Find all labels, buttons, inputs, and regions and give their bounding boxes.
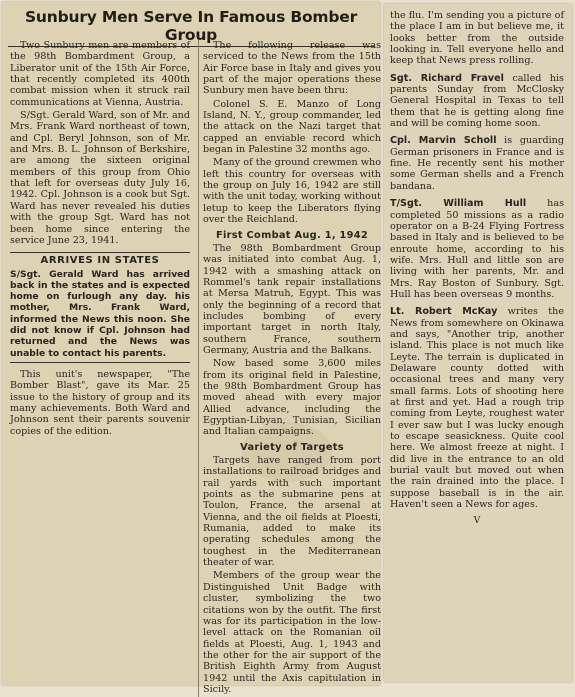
paragraph: Members of the group wear the Distinguished Unit Badge with cluster, symbolizing the two citations won by the outfit. The first was for its participation in the low-level attack on the Romanian oil fields at Ploesti, Aug. 1, 1943 and the other for the air support of the British Eighth Army from August 1942 until the Axis capitulation in Sicily. [203, 570, 381, 695]
item-text: is guarding German prisoners in France and is fine. He recently sent his mother some German shells and a French bandana. [390, 135, 564, 192]
subhead-variety: Variety of Targets [240, 441, 344, 453]
item-text: has completed 50 missions as a radio operator on a B-24 Flying Fortress based in Italy and is believed to be enroute home, according to his wife. Mrs. Hull and little son are living with her parents, Mr. and Mrs. Ray Boston of Sunbury. Sgt. Hull has been overseas 9 months. [390, 198, 564, 300]
paragraph: Targets have ranged from port installations to railroad bridges and rail yards with such important points as the submarine pens at Toulon, France, the arsenal at Vienna, and the oil fields at Ploesti, Rumania, added to make its operating schedules among the toughest in the Mediterranean theater of war. [203, 455, 381, 569]
news-item [390, 73, 564, 130]
subhead-first-combat: First Combat Aug. 1, 1942 [215, 229, 369, 241]
item-text: called his parents Sunday from McClosky General Hospital in Texas to tell them that he is getting along fine and will be coming home soon. [390, 72, 564, 130]
headline: Sunbury Men Serve In Famous Bomber Group [8, 2, 374, 47]
paragraph: Many of the ground crewmen who left this country for overseas with the group on July 16, 1942 are still with the unit today, working without letup to keep the Liberators flying over the Reichland. [203, 157, 381, 226]
end-mark: V [473, 516, 481, 527]
paragraph: S/Sgt. Gerald Ward, son of Mr. and Mrs. Frank Ward northeast of town, and Cpl. Beryl Johnson, son of Mr. and Mrs. B. L. Johnson of Berkshire, are among the sixteen original members of this group from Ohio that left for overseas duty July 16, 1942. Cpl. Johnson is a cook but Sgt. Ward has never revealed his duties with the group Sgt. Ward has not been home since entering the service June 23, 1941. [10, 110, 190, 246]
column-c [390, 10, 564, 528]
arrives-box [10, 252, 190, 363]
item-text: writes the News from somewhere on Okinawa and says, "Another trip, another island. This place is not much like Leyte. The terrain is duplicated in Delaware county dotted with occasional trees and many very small farms. Lots of shooting here at first and yet. Had a rough trip coming from Leyte, roughest water I ever saw but I was lucky enough to escape seasickness. Quite cool here. We almost freeze at night. I did live in the entrance to an old burial vault but moved out when the rain drained into the place. I suppose baseball is in the air. Haven't seen a News for ages. [390, 306, 564, 511]
news-item [390, 198, 564, 300]
side-clipping [384, 4, 572, 682]
paragraph: the flu. I'm sending you a picture of the place I am in but believe me, it looks better from the outside looking in. Tell everyone hello and keep that News press rolling. [390, 10, 564, 67]
soldier-name: Sgt. Richard Fravel [390, 72, 504, 84]
arrives-title: ARRIVES IN STATES [40, 255, 160, 267]
paragraph: This unit's newspaper, "The Bomber Blast", gave its Mar. 25 issue to the history of group and its many achievements. Both Ward and Johnson sent their parents souvenir copies of the edition. [10, 368, 190, 437]
paragraph: The 98th Bombardment Group was initiated into combat Aug. 1, 1942 with a smashing attack on Rommel's tank repair installations at Mersa Matruh, Egypt. This was only the beginning of a record that includes bombing of every important target in north Italy, southern France, southern Germany, Austria and the Balkans. [203, 242, 381, 356]
column-b [198, 40, 381, 697]
paragraph: Now based some 3,600 miles from its original field in Palestine, the 98th Bombardment Group has moved ahead with every major Allied advance, including the Egyptian-Libyan, Tunisian, Sicilian and Italian campaigns. [203, 358, 381, 438]
soldier-name: Lt. Robert McKay [390, 306, 498, 318]
news-item [390, 135, 564, 192]
paragraph: Two Sunbury men are members of the 98th Bombardment Group, a Liberator unit of the 15th Air Force, that recently completed its 400th combat mission when it struck rail communications at Vienna, Austria. [10, 40, 190, 108]
soldier-name: T/Sgt. William Hull [390, 198, 527, 210]
soldier-name: Cpl. Marvin Scholl [390, 135, 497, 147]
main-clipping [2, 2, 381, 695]
arrives-text: S/Sgt. Gerald Ward has arrived back in the states and is expected home on furlough any day. his mother, Mrs. Frank Ward, informed the News this noon. She did not know if Cpl. Johnson had returned and the News was unable to contact his parents. [10, 268, 190, 359]
paragraph: Colonel S. E. Manzo of Long Island, N. Y., group commander, led the attack on the Nazi target that capped an enviable record which began in Palestine 32 months ago. [203, 98, 381, 156]
paragraph: The following release was serviced to the News from the 15th Air Force base in Italy and gives you part of the major operations these Sunbury men have been thru: [203, 40, 381, 97]
news-item [390, 306, 564, 510]
column-a [10, 40, 190, 439]
